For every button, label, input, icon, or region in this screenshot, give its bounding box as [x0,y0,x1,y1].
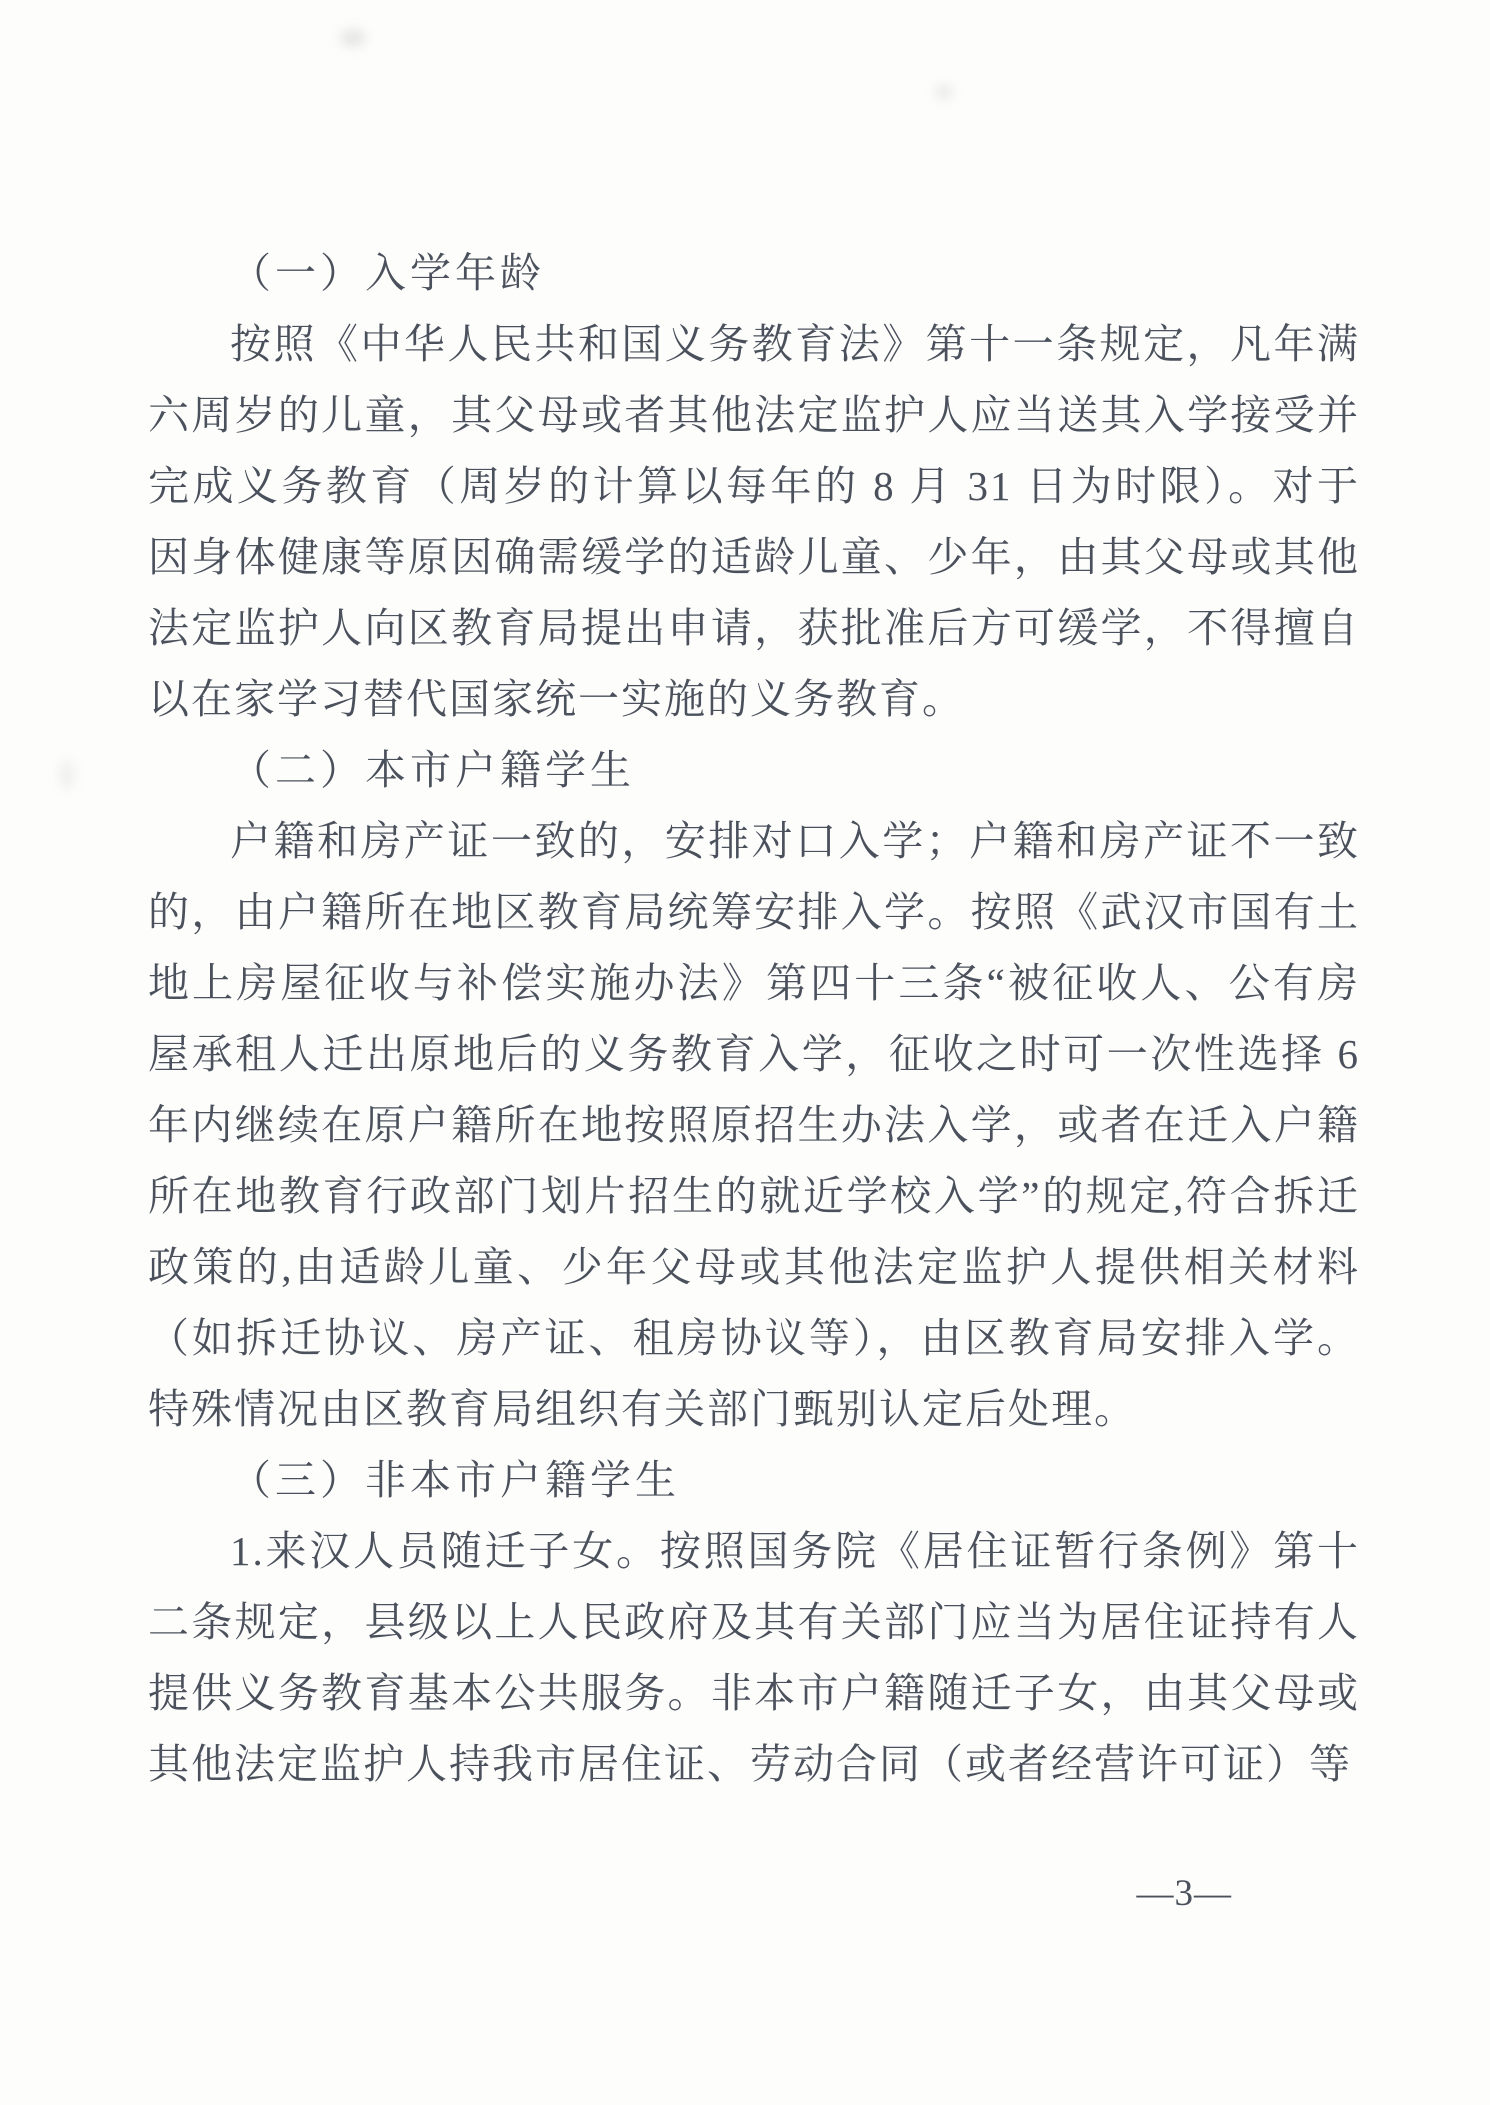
paragraph-local-household-students: 户籍和房产证一致的，安排对口入学；户籍和房产证不一致的，由户籍所在地区教育局统筹安排入学。按照《武汉市国有土地上房屋征收与补偿实施办法》第四十三条“被征收人、公有房屋承租人迁出原地后的义务教育入学，征收之时可一次性选择 6 年内继续在原户籍所在地按照原招生办法入学，或者在迁入户籍所在地教育行政部门划片招生的就近学校入学”的规定,符合拆迁政策的,由适龄儿童、少年父母或其他法定监护人提供相关材料（如拆迁协议、房产证、租房协议等），由区教育局安排入学。特殊情况由区教育局组织有关部门甄别认定后处理。 [148,818,1360,1432]
section-heading-2: （二）本市户籍学生 [230,747,635,793]
section-heading-3: （三）非本市户籍学生 [230,1457,680,1503]
section-heading-1: （一）入学年龄 [230,250,545,296]
scan-artifact [60,760,74,790]
paragraph-nonlocal-household-students: 1.来汉人员随迁子女。按照国务院《居住证暂行条例》第十二条规定，县级以上人民政府及其有关部门应当为居住证持有人提供义务教育基本公共服务。非本市户籍随迁子女，由其父母或其他法定监护人持我市居住证、劳动合同（或者经营许可证）等 [148,1528,1360,1787]
scan-artifact [935,85,953,99]
page-number: —3— [1136,1873,1232,1914]
document-body [148,238,1360,1800]
paragraph-enrollment-age: 按照《中华人民共和国义务教育法》第十一条规定，凡年满六周岁的儿童，其父母或者其他法定监护人应当送其入学接受并完成义务教育（周岁的计算以每年的 8 月 31 日为时限）。对于因身体健康等原因确需缓学的适龄儿童、少年，由其父母或其他法定监护人向区教育局提出申请，获批准后方可缓学，不得擅自以在家学习替代国家统一实施的义务教育。 [148,321,1360,722]
scan-artifact [340,30,366,46]
